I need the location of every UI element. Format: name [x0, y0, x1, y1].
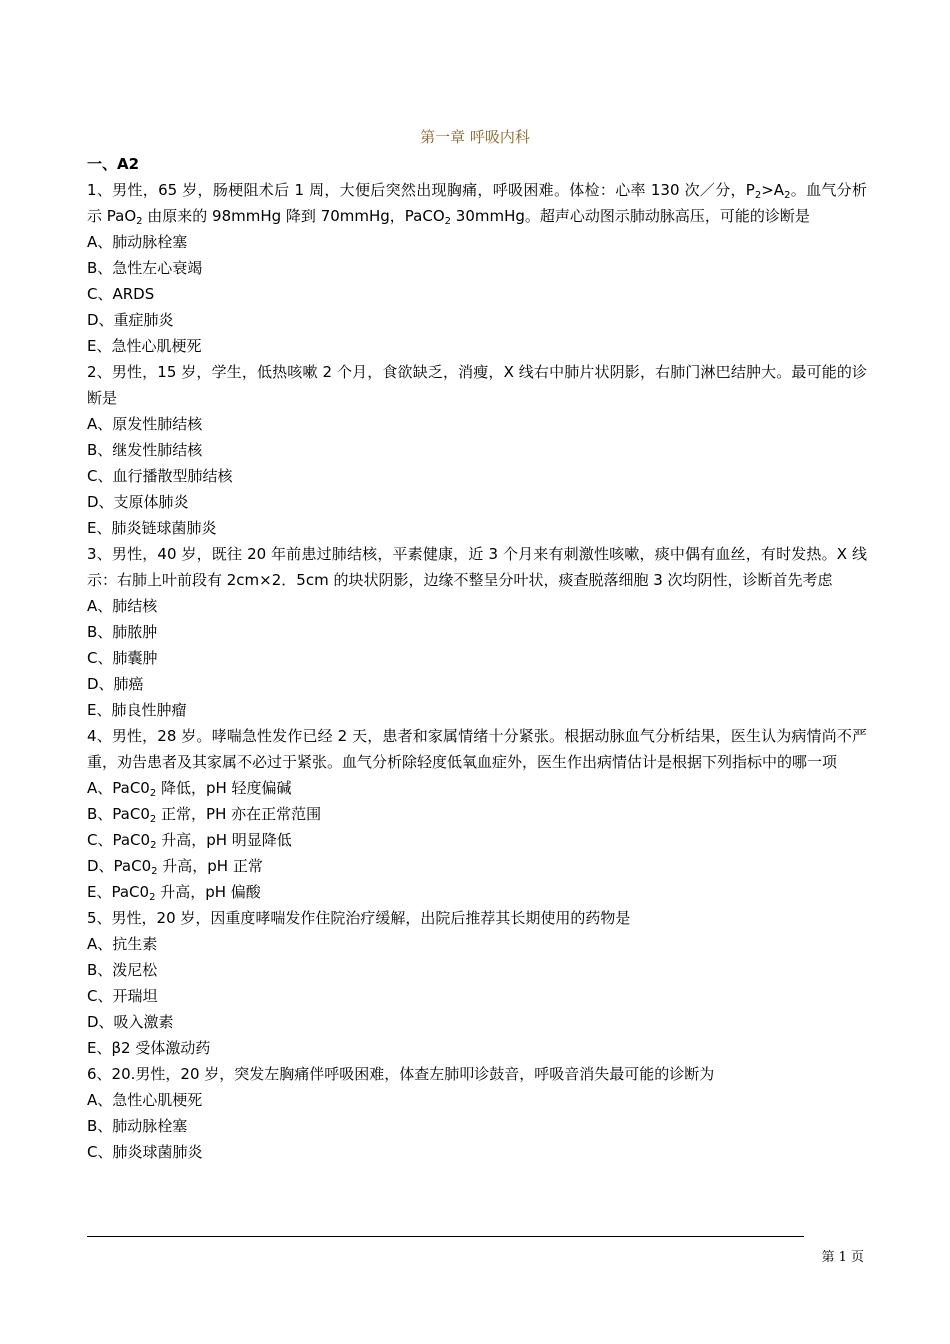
page-number: 第 1 页	[821, 1250, 864, 1265]
question-stem: 2、男性，15 岁，学生，低热咳嗽 2 个月，食欲缺乏，消瘦，X 线右中肺片状阴影，右肺门淋巴结肿大。最可能的诊断是	[87, 363, 867, 407]
answer-option: C、$PaC0_2$ 升高，pH 明显降低	[87, 831, 292, 851]
answer-option: A、急性心肌梗死	[87, 1091, 203, 1109]
answer-option: E、$PaC0_2$ 升高，pH 偏酸	[87, 883, 261, 903]
question-stem: 6、20.男性，20 岁，突发左胸痛伴呼吸困难，体查左肺叩诊鼓音，呼吸音消失最可能的诊断为	[87, 1065, 715, 1083]
answer-option: A、$PaC0_2$ 降低，pH 轻度偏碱	[87, 779, 292, 799]
answer-option: C、开瑞坦	[87, 987, 158, 1005]
answer-option: A、原发性肺结核	[87, 415, 203, 433]
answer-option: E、肺炎链球菌肺炎	[87, 519, 217, 537]
question-3	[87, 541, 867, 723]
answer-option: D、重症肺炎	[87, 311, 174, 329]
question-2	[87, 359, 867, 541]
section-heading: 一、A2	[87, 155, 140, 173]
answer-option: C、ARDS	[87, 285, 155, 303]
answer-option: B、泼尼松	[87, 961, 158, 979]
question-6	[87, 1061, 867, 1165]
answer-option: E、β2 受体激动药	[87, 1039, 211, 1057]
answer-option: E、急性心肌梗死	[87, 337, 202, 355]
answer-option: B、继发性肺结核	[87, 441, 203, 459]
question-1	[87, 177, 867, 359]
question-stem: 4、男性，28 岁。哮喘急性发作已经 2 天，患者和家属情绪十分紧张。根据动脉血气分析结果，医生认为病情尚不严重，劝告患者及其家属不必过于紧张。血气分析除轻度低氧血症外，医生作出病情估计是根据下列指标中的哪一项	[87, 727, 867, 771]
question-list	[87, 177, 867, 1165]
answer-option: C、肺炎球菌肺炎	[87, 1143, 203, 1161]
answer-option: A、抗生素	[87, 935, 158, 953]
question-stem: 3、男性，40 岁，既往 20 年前患过肺结核，平素健康，近 3 个月来有刺激性咳嗽，痰中偶有血丝，有时发热。X 线示：右肺上叶前段有 2cm×2．5cm 的块状阴影，边缘不整呈分叶状，痰查脱落细胞 3 次均阴性，诊断首先考虑	[87, 545, 867, 589]
answer-option: B、急性左心衰竭	[87, 259, 203, 277]
chapter-title: 第一章 呼吸内科	[420, 128, 530, 146]
footer-divider	[87, 1236, 804, 1237]
question-5	[87, 905, 867, 1061]
answer-option: D、$PaC0_2$ 升高，pH 正常	[87, 857, 263, 877]
answer-option: B、肺动脉栓塞	[87, 1117, 188, 1135]
answer-option: E、肺良性肿瘤	[87, 701, 187, 719]
question-stem: 1、男性，65 岁，肠梗阻术后 1 周，大便后突然出现胸痛，呼吸困难。体检：心率 130 次／分，$P_2>A_2$。血气分析示 PaO$_2$ 由原来的 98mmHg 降到 70mmHg，PaCO$_2$ 30mmHg。超声心动图示肺动脉高压，可能的诊断是	[87, 181, 867, 227]
answer-option: C、肺囊肿	[87, 649, 158, 667]
question-4	[87, 723, 867, 905]
answer-option: D、支原体肺炎	[87, 493, 189, 511]
answer-option: C、血行播散型肺结核	[87, 467, 233, 485]
answer-option: B、$PaC0_2$ 正常，PH 亦在正常范围	[87, 805, 322, 825]
answer-option: A、肺动脉栓塞	[87, 233, 188, 251]
answer-option: B、肺脓肿	[87, 623, 158, 641]
document-body	[87, 151, 867, 1165]
answer-option: D、吸入激素	[87, 1013, 174, 1031]
question-stem: 5、男性，20 岁，因重度哮喘发作住院治疗缓解，出院后推荐其长期使用的药物是	[87, 909, 631, 927]
answer-option: D、肺癌	[87, 675, 144, 693]
answer-option: A、肺结核	[87, 597, 158, 615]
